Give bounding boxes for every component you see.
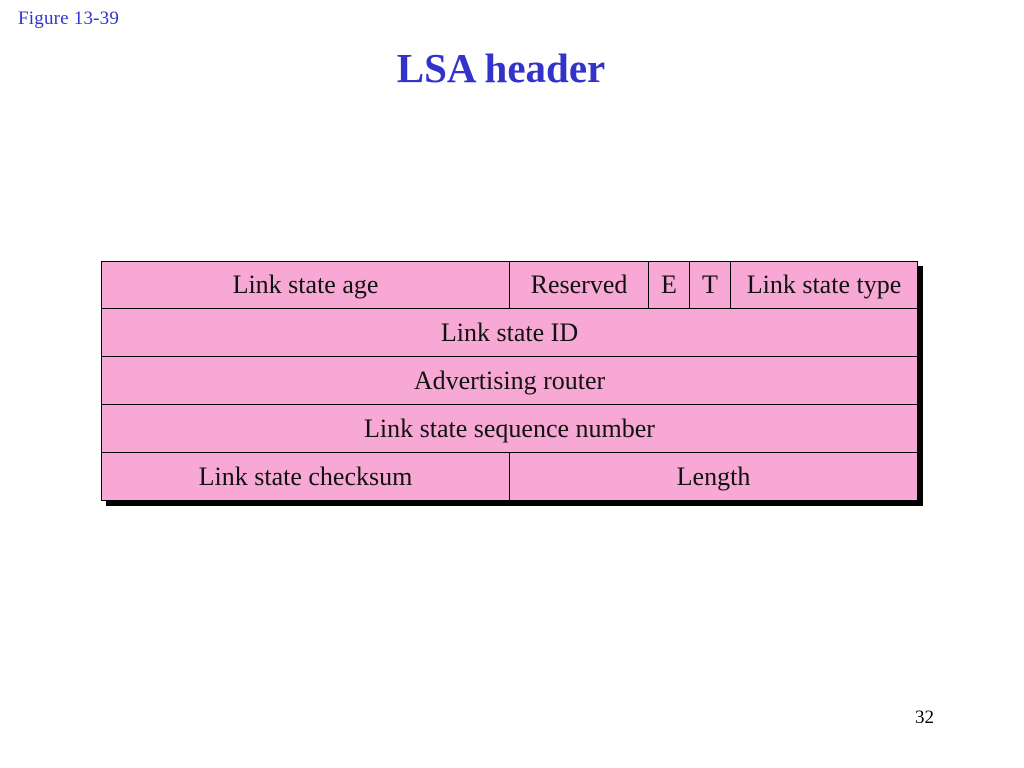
- slide-number: 32: [915, 707, 934, 728]
- field-link-state-id: Link state ID: [101, 308, 918, 357]
- field-t-bit: T: [689, 261, 731, 309]
- field-checksum: Link state checksum: [101, 452, 510, 501]
- row-age-type: [101, 261, 918, 309]
- figure-label: Figure 13-39: [18, 8, 120, 29]
- field-link-state-type: Link state type: [730, 261, 918, 309]
- field-advertising-router: Advertising router: [101, 356, 918, 405]
- slide-title: LSA header: [396, 45, 606, 91]
- field-length: Length: [509, 452, 918, 501]
- row-checksum-length: [101, 453, 918, 501]
- lsa-header-diagram: [101, 261, 918, 501]
- row-advertising-router: [101, 357, 918, 405]
- field-reserved: Reserved: [509, 261, 649, 309]
- row-link-state-id: [101, 309, 918, 357]
- row-sequence-number: [101, 405, 918, 453]
- field-sequence-number: Link state sequence number: [101, 404, 918, 453]
- field-e-bit: E: [648, 261, 690, 309]
- field-link-state-age: Link state age: [101, 261, 510, 309]
